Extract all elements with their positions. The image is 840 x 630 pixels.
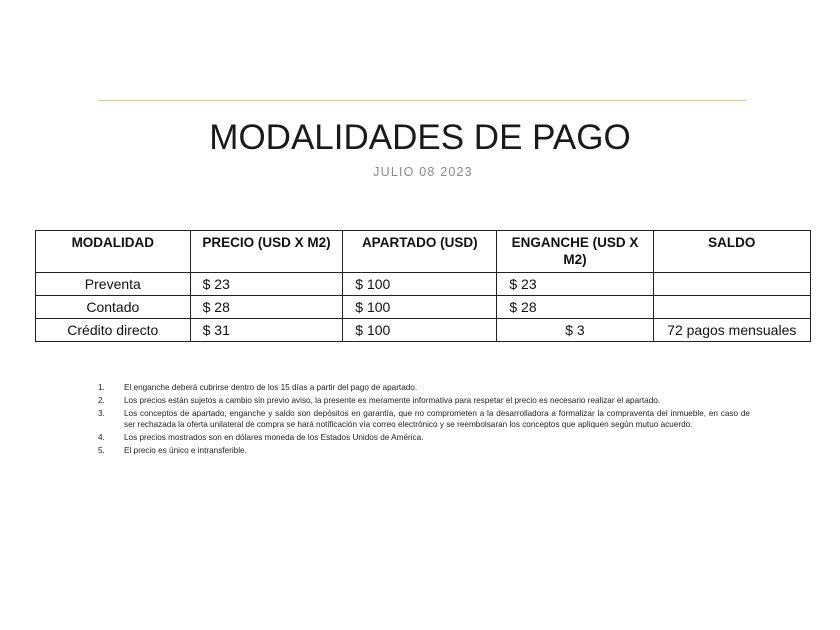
page-date: JULIO 08 2023 [373,165,473,179]
cell-saldo [653,296,810,319]
table-row [36,296,811,319]
payment-table [35,230,811,342]
cell-apartado: $ 100 [343,273,497,296]
table-row [36,273,811,296]
note-text: El precio es único e intransferible. [124,445,247,455]
cell-apartado: $ 100 [343,319,497,342]
column-header-saldo: SALDO [653,231,810,273]
cell-enganche: $ 28 [497,296,653,319]
column-header-precio: PRECIO (USD X M2) [190,231,343,273]
table-header-row [36,231,811,273]
list-item [98,382,750,394]
cell-modalidad: Preventa [36,273,191,296]
note-number: 1. [98,383,105,392]
cell-enganche: $ 3 [497,319,653,342]
cell-modalidad: Crédito directo [36,319,191,342]
cell-saldo: 72 pagos mensuales [653,319,810,342]
cell-apartado: $ 100 [343,296,497,319]
page-title: MODALIDADES DE PAGO [209,118,631,157]
cell-precio: $ 31 [190,319,343,342]
note-text: Los precios están sujetos a cambio sin previo aviso, la presente es meramente informativa para respetar el precio es necesario realizar el apartado. [124,395,661,405]
header-divider [98,100,746,101]
note-text: El enganche deberá cubrirse dentro de los 15 días a partir del pago de apartado. [124,383,418,392]
list-item [98,395,750,407]
note-number: 3. [98,408,105,418]
note-number: 5. [98,445,105,455]
column-header-enganche: ENGANCHE (USD X M2) [497,231,653,273]
cell-precio: $ 28 [190,296,343,319]
column-header-modalidad: MODALIDAD [36,231,191,273]
list-item [98,432,750,444]
list-item [98,445,750,457]
note-number: 4. [98,432,105,442]
cell-enganche: $ 23 [497,273,653,296]
cell-modalidad: Contado [36,296,191,319]
cell-saldo [653,273,810,296]
column-header-apartado: APARTADO (USD) [343,231,497,273]
note-text: Los precios mostrados son en dólares moneda de los Estados Unidos de América. [124,432,424,442]
table-row [36,319,811,342]
note-text: Los conceptos de apartado, enganche y saldo son depósitos en garantía, que no comprometen a la desarrolladora a formalizar la compraventa del inmueble, en caso de ser rechazada la oferta unilateral de compra se hará notificación vía correo electrónico y se reembolsaran los conceptos que apliquen según mutuo acuerdo. [124,408,750,430]
cell-precio: $ 23 [190,273,343,296]
notes-list [98,382,750,458]
list-item [98,408,750,431]
note-number: 2. [98,395,105,405]
